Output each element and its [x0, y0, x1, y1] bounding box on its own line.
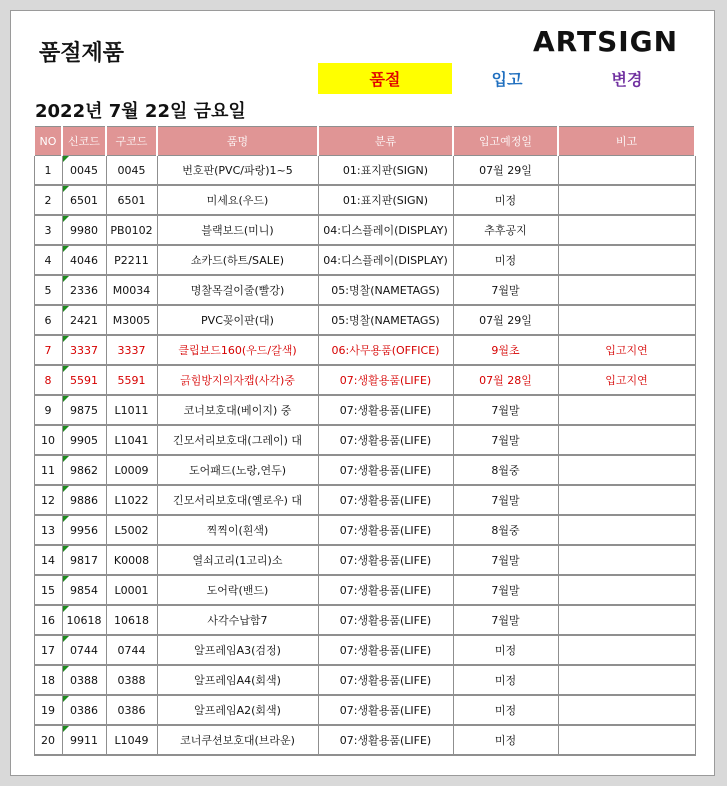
out-of-stock-table — [33, 126, 696, 756]
cell-old-code: L0001 — [106, 575, 157, 605]
cell-old-code: L5002 — [106, 515, 157, 545]
cell-old-code: M0034 — [106, 275, 157, 305]
cell-note — [558, 185, 695, 215]
cell-no: 16 — [34, 605, 62, 635]
cell-new-code: 9854 — [62, 575, 106, 605]
cell-product-name: 클립보드160(우드/갈색) — [157, 335, 318, 365]
cell-no: 13 — [34, 515, 62, 545]
cell-new-code: 0744 — [62, 635, 106, 665]
header-new-code: 신코드 — [62, 127, 106, 156]
cell-category: 05:명찰(NAMETAGS) — [318, 305, 453, 335]
cell-category: 07:생활용품(LIFE) — [318, 575, 453, 605]
cell-eta: 7월말 — [453, 545, 558, 575]
header-eta: 입고예정일 — [453, 127, 558, 156]
table-row — [34, 515, 695, 545]
cell-note — [558, 485, 695, 515]
cell-eta: 7월말 — [453, 575, 558, 605]
table-row — [34, 725, 695, 755]
cell-note — [558, 245, 695, 275]
cell-category: 07:생활용품(LIFE) — [318, 605, 453, 635]
cell-new-code: 9911 — [62, 725, 106, 755]
cell-new-code: 3337 — [62, 335, 106, 365]
cell-eta: 미정 — [453, 695, 558, 725]
cell-old-code: 10618 — [106, 605, 157, 635]
cell-note — [558, 305, 695, 335]
legend-out-of-stock: 품절 — [318, 63, 452, 94]
legend-restocked: 입고 — [491, 70, 523, 89]
cell-eta: 미정 — [453, 245, 558, 275]
cell-old-code: L0009 — [106, 455, 157, 485]
cell-category: 07:생활용품(LIFE) — [318, 485, 453, 515]
cell-old-code: P2211 — [106, 245, 157, 275]
header-note: 비고 — [558, 127, 695, 156]
cell-eta: 7월말 — [453, 425, 558, 455]
cell-no: 9 — [34, 395, 62, 425]
cell-product-name: 쇼카드(하트/SALE) — [157, 245, 318, 275]
cell-no: 4 — [34, 245, 62, 275]
cell-no: 5 — [34, 275, 62, 305]
cell-new-code: 2421 — [62, 305, 106, 335]
header-no: NO — [34, 127, 62, 156]
cell-note — [558, 575, 695, 605]
cell-old-code: 3337 — [106, 335, 157, 365]
cell-old-code: PB0102 — [106, 215, 157, 245]
cell-no: 1 — [34, 156, 62, 186]
header-category: 분류 — [318, 127, 453, 156]
cell-new-code: 5591 — [62, 365, 106, 395]
cell-category: 04:디스플레이(DISPLAY) — [318, 215, 453, 245]
cell-no: 3 — [34, 215, 62, 245]
cell-note — [558, 635, 695, 665]
cell-eta: 8월중 — [453, 455, 558, 485]
table-row — [34, 245, 695, 275]
cell-category: 07:생활용품(LIFE) — [318, 395, 453, 425]
cell-product-name: 도어패드(노랑,연두) — [157, 455, 318, 485]
cell-eta: 7월말 — [453, 395, 558, 425]
table-row — [34, 665, 695, 695]
cell-old-code: L1041 — [106, 425, 157, 455]
cell-category: 07:생활용품(LIFE) — [318, 695, 453, 725]
cell-category: 07:생활용품(LIFE) — [318, 635, 453, 665]
cell-product-name: 명찰목걸이줄(빨강) — [157, 275, 318, 305]
header-old-code: 구코드 — [106, 127, 157, 156]
cell-product-name: 찍찍이(흰색) — [157, 515, 318, 545]
table-row — [34, 425, 695, 455]
cell-eta: 미정 — [453, 665, 558, 695]
table-row — [34, 365, 695, 395]
cell-product-name: 미세요(우드) — [157, 185, 318, 215]
cell-no: 10 — [34, 425, 62, 455]
cell-old-code: L1011 — [106, 395, 157, 425]
cell-category: 01:표지판(SIGN) — [318, 185, 453, 215]
cell-no: 20 — [34, 725, 62, 755]
cell-eta: 8월중 — [453, 515, 558, 545]
cell-product-name: 긴모서리보호대(옐로우) 대 — [157, 485, 318, 515]
cell-new-code: 9862 — [62, 455, 106, 485]
cell-old-code: M3005 — [106, 305, 157, 335]
table-row — [34, 635, 695, 665]
cell-old-code: L1022 — [106, 485, 157, 515]
legend-changed: 변경 — [611, 70, 643, 89]
cell-old-code: 5591 — [106, 365, 157, 395]
cell-category: 07:생활용품(LIFE) — [318, 515, 453, 545]
cell-eta: 7월말 — [453, 275, 558, 305]
document-sheet — [10, 10, 715, 776]
cell-no: 11 — [34, 455, 62, 485]
report-date: 2022년 7월 22일 금요일 — [35, 101, 246, 122]
cell-eta: 07월 29일 — [453, 156, 558, 186]
cell-old-code: 0386 — [106, 695, 157, 725]
cell-eta: 미정 — [453, 185, 558, 215]
cell-new-code: 2336 — [62, 275, 106, 305]
table-header-row — [34, 127, 695, 156]
cell-no: 15 — [34, 575, 62, 605]
page-title: 품절제품 — [39, 41, 125, 66]
cell-product-name: 알프레임A4(회색) — [157, 665, 318, 695]
cell-note — [558, 455, 695, 485]
cell-no: 8 — [34, 365, 62, 395]
cell-product-name: 열쇠고리(1고리)소 — [157, 545, 318, 575]
cell-note: 입고지연 — [558, 365, 695, 395]
table-row — [34, 215, 695, 245]
cell-product-name: 긁힘방지의자캡(사각)중 — [157, 365, 318, 395]
cell-new-code: 0386 — [62, 695, 106, 725]
cell-category: 07:생활용품(LIFE) — [318, 455, 453, 485]
cell-new-code: 9886 — [62, 485, 106, 515]
cell-note — [558, 425, 695, 455]
cell-note — [558, 725, 695, 755]
cell-eta: 07월 29일 — [453, 305, 558, 335]
cell-old-code: 6501 — [106, 185, 157, 215]
cell-note: 입고지연 — [558, 335, 695, 365]
brand-logo: ARTSIGN — [533, 25, 679, 58]
table-row — [34, 545, 695, 575]
cell-category: 07:생활용품(LIFE) — [318, 365, 453, 395]
cell-note — [558, 605, 695, 635]
cell-no: 18 — [34, 665, 62, 695]
cell-eta: 미정 — [453, 725, 558, 755]
cell-note — [558, 665, 695, 695]
table-row — [34, 185, 695, 215]
table-row — [34, 395, 695, 425]
cell-product-name: 블랙보드(미니) — [157, 215, 318, 245]
cell-no: 14 — [34, 545, 62, 575]
cell-product-name: 코너쿠션보호대(브라운) — [157, 725, 318, 755]
cell-note — [558, 275, 695, 305]
cell-new-code: 9980 — [62, 215, 106, 245]
cell-category: 07:생활용품(LIFE) — [318, 545, 453, 575]
cell-new-code: 9817 — [62, 545, 106, 575]
cell-no: 17 — [34, 635, 62, 665]
header-product-name: 품명 — [157, 127, 318, 156]
cell-eta: 7월말 — [453, 485, 558, 515]
cell-eta: 07월 28일 — [453, 365, 558, 395]
cell-category: 07:생활용품(LIFE) — [318, 725, 453, 755]
cell-old-code: L1049 — [106, 725, 157, 755]
cell-category: 01:표지판(SIGN) — [318, 156, 453, 186]
cell-no: 19 — [34, 695, 62, 725]
cell-product-name: 번호판(PVC/파랑)1~5 — [157, 156, 318, 186]
cell-note — [558, 156, 695, 186]
table-row — [34, 605, 695, 635]
table-row — [34, 485, 695, 515]
cell-category: 05:명찰(NAMETAGS) — [318, 275, 453, 305]
cell-old-code: 0388 — [106, 665, 157, 695]
cell-category: 07:생활용품(LIFE) — [318, 425, 453, 455]
cell-product-name: 사각수납함7 — [157, 605, 318, 635]
cell-note — [558, 395, 695, 425]
cell-eta: 추후공지 — [453, 215, 558, 245]
cell-old-code: 0045 — [106, 156, 157, 186]
cell-old-code: 0744 — [106, 635, 157, 665]
table-row — [34, 156, 695, 186]
table-row — [34, 305, 695, 335]
cell-category: 06:사무용품(OFFICE) — [318, 335, 453, 365]
cell-product-name: PVC꽂이판(대) — [157, 305, 318, 335]
cell-eta: 7월말 — [453, 605, 558, 635]
cell-category: 04:디스플레이(DISPLAY) — [318, 245, 453, 275]
table-row — [34, 575, 695, 605]
cell-no: 2 — [34, 185, 62, 215]
cell-new-code: 9875 — [62, 395, 106, 425]
cell-note — [558, 515, 695, 545]
cell-product-name: 코너보호대(베이지) 중 — [157, 395, 318, 425]
cell-new-code: 6501 — [62, 185, 106, 215]
cell-old-code: K0008 — [106, 545, 157, 575]
cell-category: 07:생활용품(LIFE) — [318, 665, 453, 695]
cell-product-name: 도어락(밴드) — [157, 575, 318, 605]
cell-new-code: 10618 — [62, 605, 106, 635]
cell-new-code: 4046 — [62, 245, 106, 275]
table-row — [34, 275, 695, 305]
cell-eta: 미정 — [453, 635, 558, 665]
cell-new-code: 9956 — [62, 515, 106, 545]
cell-product-name: 알프레임A3(검정) — [157, 635, 318, 665]
cell-note — [558, 695, 695, 725]
cell-eta: 9월초 — [453, 335, 558, 365]
cell-new-code: 0388 — [62, 665, 106, 695]
table-row — [34, 695, 695, 725]
cell-new-code: 9905 — [62, 425, 106, 455]
table-row — [34, 455, 695, 485]
cell-no: 12 — [34, 485, 62, 515]
cell-new-code: 0045 — [62, 156, 106, 186]
cell-no: 6 — [34, 305, 62, 335]
cell-product-name: 긴모서리보호대(그레이) 대 — [157, 425, 318, 455]
cell-product-name: 알프레임A2(회색) — [157, 695, 318, 725]
table-row — [34, 335, 695, 365]
cell-note — [558, 215, 695, 245]
cell-no: 7 — [34, 335, 62, 365]
cell-note — [558, 545, 695, 575]
